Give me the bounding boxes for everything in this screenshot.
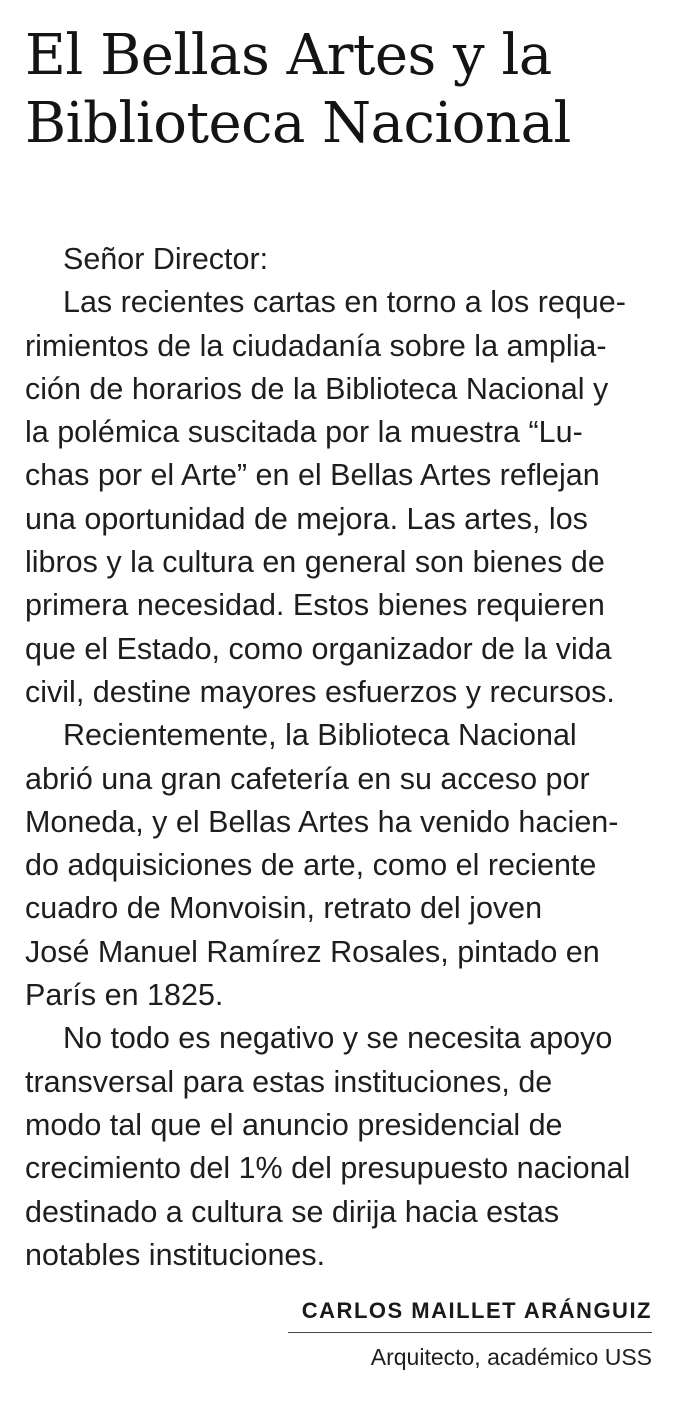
- paragraph-line: Las recientes cartas en torno a los reque-: [63, 285, 626, 320]
- paragraph-line: ción de horarios de la Biblioteca Nacional y: [25, 371, 609, 406]
- paragraph-line: chas por el Arte” en el Bellas Artes reflejan: [25, 458, 600, 493]
- paragraph-line: Moneda, y el Bellas Artes ha venido hacien-: [25, 804, 619, 839]
- signature-role: Arquitecto, académico USS: [370, 1344, 652, 1370]
- signature-divider: [288, 1332, 652, 1333]
- paragraph-line: civil, destine mayores esfuerzos y recursos.: [25, 674, 615, 709]
- paragraph-line: cuadro de Monvoisin, retrato del joven: [25, 891, 543, 926]
- letter-body: [25, 238, 657, 1277]
- paragraph-line: notables instituciones.: [25, 1237, 326, 1272]
- paragraph-line: primera necesidad. Estos bienes requieren: [25, 588, 605, 623]
- paragraph-line: Recientemente, la Biblioteca Nacional: [63, 718, 577, 753]
- headline-line: Biblioteca Nacional: [25, 91, 571, 156]
- headline: [25, 22, 665, 158]
- paragraph-line: abrió una gran cafetería en su acceso por: [25, 761, 590, 796]
- paragraph-line: crecimiento del 1% del presupuesto nacional: [25, 1151, 631, 1186]
- paragraph-line: una oportunidad de mejora. Las artes, los: [25, 501, 588, 536]
- paragraph-line: París en 1825.: [25, 978, 224, 1013]
- paragraph-line: que el Estado, como organizador de la vida: [25, 631, 612, 666]
- paragraph-line: No todo es negativo y se necesita apoyo: [63, 1021, 613, 1056]
- headline-line: El Bellas Artes y la: [25, 23, 552, 88]
- signature-name: CARLOS MAILLET ARÁNGUIZ: [301, 1298, 652, 1323]
- paragraph-line: do adquisiciones de arte, como el reciente: [25, 848, 597, 883]
- paragraph-line: libros y la cultura en general son bienes de: [25, 545, 605, 580]
- paragraph-line: transversal para estas instituciones, de: [25, 1064, 553, 1099]
- paragraph-line: la polémica suscitada por la muestra “Lu-: [25, 415, 583, 450]
- paragraph-line: rimientos de la ciudadanía sobre la amplia-: [25, 328, 607, 363]
- salutation: Señor Director:: [63, 242, 269, 276]
- paragraph-line: destinado a cultura se dirija hacia estas: [25, 1194, 560, 1229]
- paragraph-line: José Manuel Ramírez Rosales, pintado en: [25, 934, 600, 969]
- paragraph-line: modo tal que el anuncio presidencial de: [25, 1107, 563, 1142]
